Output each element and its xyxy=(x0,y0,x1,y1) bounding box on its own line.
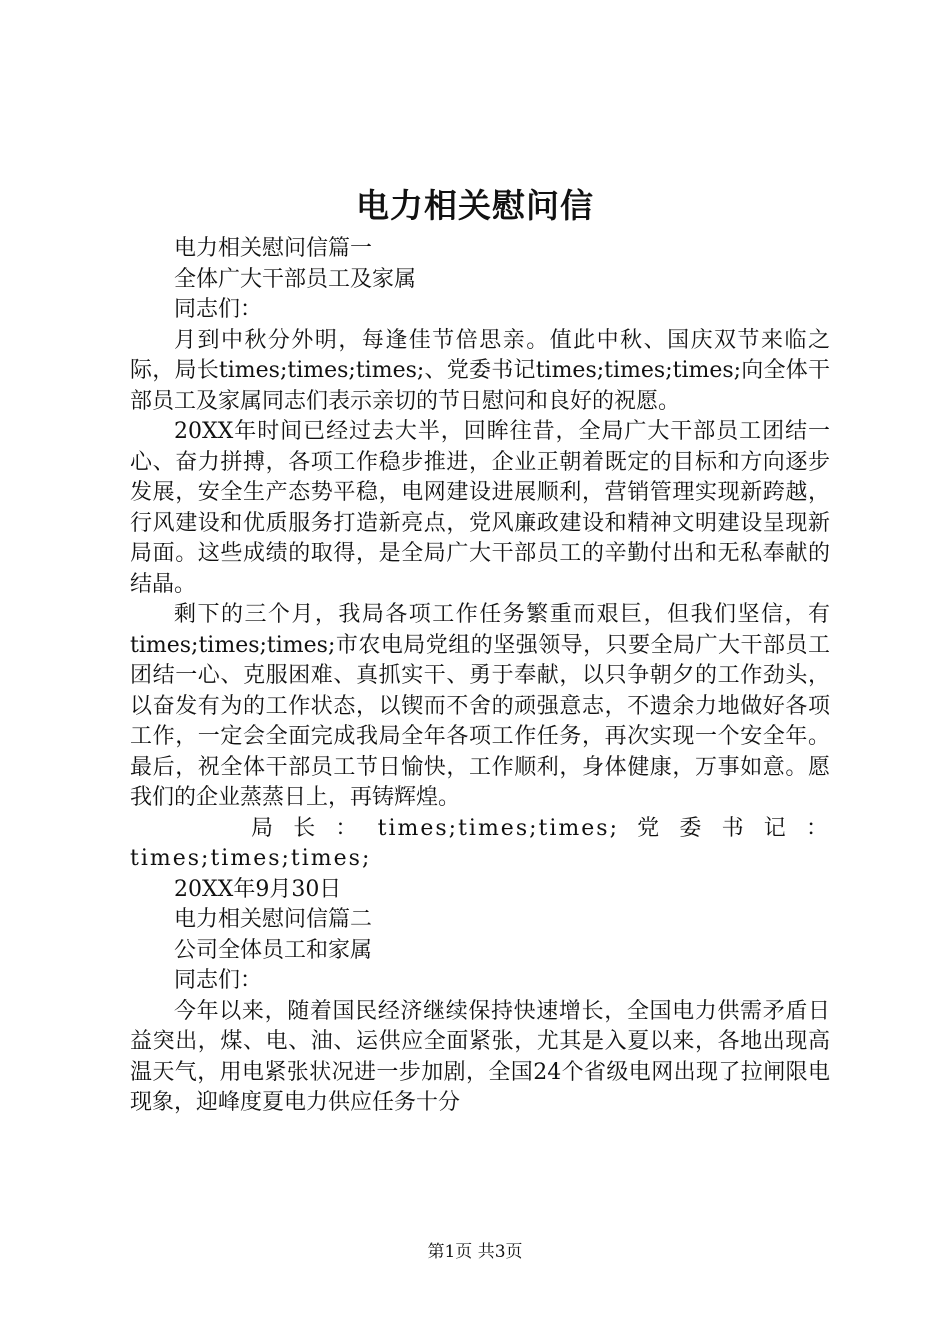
salutation-recipient-1: 全体广大干部员工及家属 xyxy=(174,266,417,292)
body-paragraph: 今年以来，随着国民经济继续保持快速增长，全国电力供需矛盾日益突出，煤、电、油、运供应全面紧张，尤其是入夏以来，各地出现高温天气，用电紧张状况进一步加剧，全国24个省级电网出现了拉闸限电现象，迎峰度夏电力供应任务十分 xyxy=(130,998,830,1115)
page-footer: 第1页 共3页 xyxy=(427,1242,523,1262)
section-heading-1: 电力相关慰问信篇一 xyxy=(174,236,373,261)
date-line: 20XX年9月30日 xyxy=(174,876,342,902)
salutation-recipient-2: 公司全体员工和家属 xyxy=(174,937,373,963)
body-paragraph: 月到中秋分外明，每逢佳节倍思亲。值此中秋、国庆双节来临之际，局长times;times;times;、党委书记times;times;times;向全体干部员工及家属同志们表示亲切的节日慰问和良好的祝愿。 xyxy=(130,327,830,414)
document-body xyxy=(130,234,830,1119)
body-paragraph: 剩下的三个月，我局各项工作任务繁重而艰巨，但我们坚信，有times;times;times;市农电局党组的坚强领导，只要全局广大干部员工团结一心、克服困难、真抓实干、勇于奉献，以只争朝夕的工作劲头，以奋发有为的工作状态，以锲而不舍的顽强意志，不遗余力地做好各项工作，一定会全面完成我局全年各项工作任务，再次实现一个安全年。最后，祝全体干部员工节日愉快，工作顺利，身体健康，万事如意。愿我们的企业蒸蒸日上，再铸辉煌。 xyxy=(130,602,830,810)
signature-line: 局长：times;times;times;党委书记：times;times;times; xyxy=(130,815,830,871)
body-paragraph: 20XX年时间已经过去大半，回眸往昔，全局广大干部员工团结一心、奋力拼搏，各项工作稳步推进，企业正朝着既定的目标和方向逐步发展，安全生产态势平稳，电网建设进展顺利，营销管理实现新跨越，行风建设和优质服务打造新亮点，党风廉政建设和精神文明建设呈现新局面。这些成绩的取得，是全局广大干部员工的辛勤付出和无私奉献的结晶。 xyxy=(130,419,830,597)
salutation-greeting-2: 同志们： xyxy=(174,968,263,993)
section-heading-2: 电力相关慰问信篇二 xyxy=(174,907,373,932)
salutation-greeting-1: 同志们： xyxy=(174,297,263,322)
document-title: 电力相关慰问信 xyxy=(356,186,594,225)
